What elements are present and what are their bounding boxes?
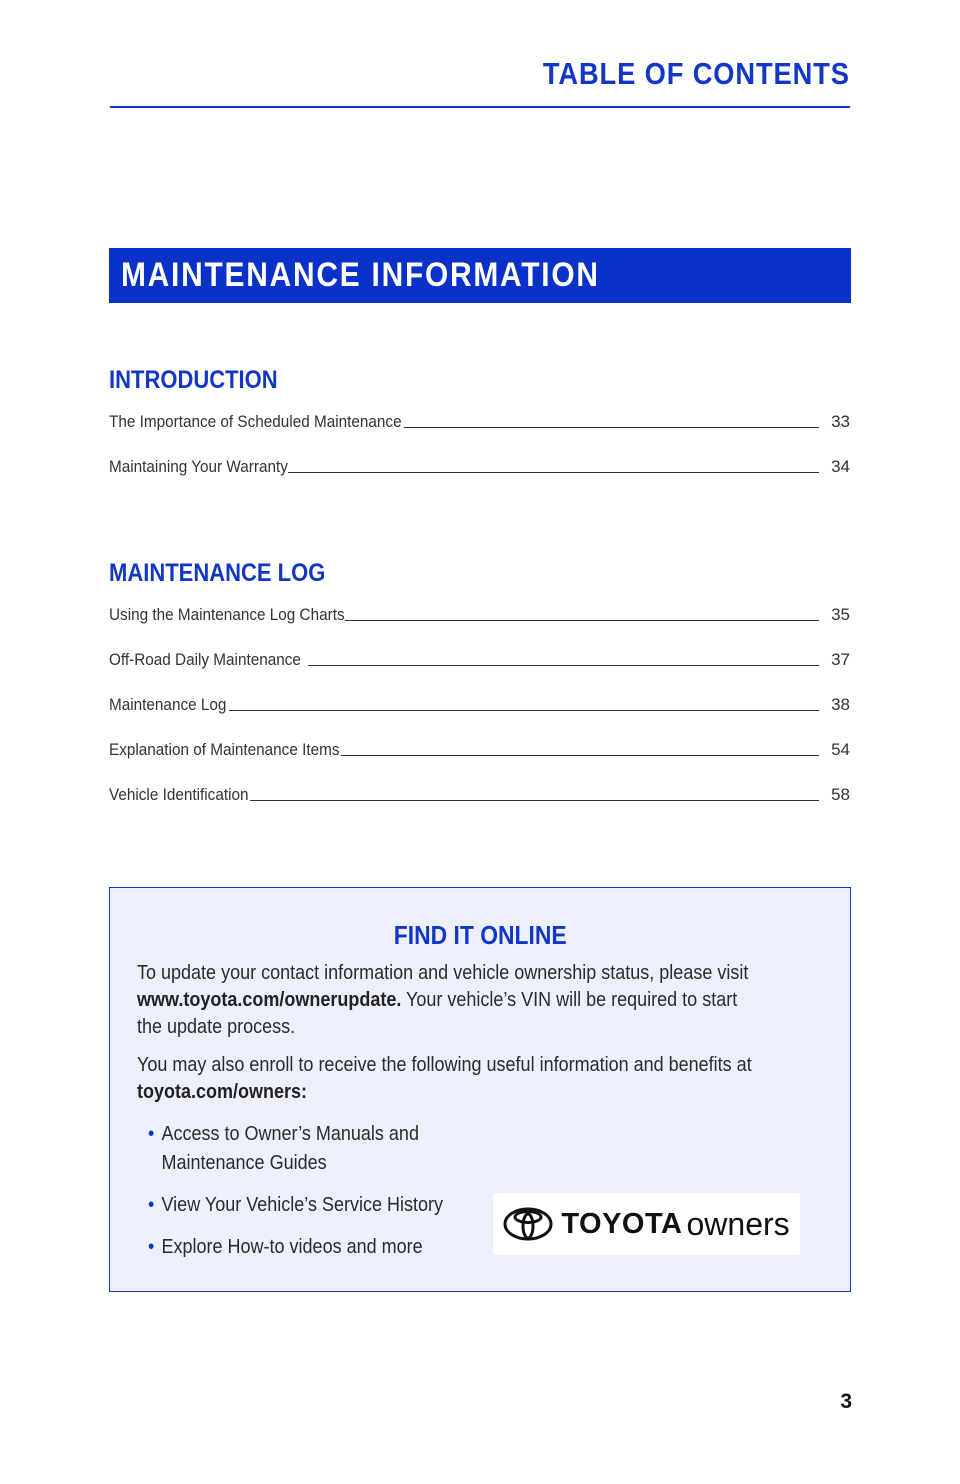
find-it-online-box [109, 887, 851, 1292]
toyota-emblem-icon [503, 1207, 553, 1241]
toc-page: 33 [831, 412, 850, 431]
owners-link[interactable]: toyota.com/owners: [137, 1081, 308, 1103]
list-item: • Access to Owner’s Manuals and Maintenance Guides [148, 1120, 486, 1178]
toc-leader [288, 471, 819, 473]
maintenance-log-heading: MAINTENANCE LOG [109, 559, 326, 587]
maintenance-log-list [109, 586, 850, 811]
toc-row[interactable] [109, 586, 850, 631]
toc-page: 37 [831, 650, 850, 669]
toc-leader [250, 799, 819, 801]
section-banner-title: MAINTENANCE INFORMATION [121, 256, 600, 294]
logo-sub: owners [686, 1205, 790, 1242]
page-number: 3 [840, 1390, 852, 1413]
list-item: • Explore How-to videos and more [148, 1233, 486, 1262]
toc-title: The Importance of Scheduled Maintenance [109, 412, 402, 431]
list-item: • View Your Vehicle’s Service History [148, 1191, 486, 1220]
section-banner [109, 248, 851, 303]
toc-title: Maintenance Log [109, 695, 227, 714]
toc-title: Maintaining Your Warranty [109, 457, 288, 476]
introduction-list [109, 393, 850, 483]
toc-page: 35 [831, 605, 850, 624]
toc-row[interactable] [109, 766, 850, 811]
toc-row[interactable] [109, 676, 850, 721]
header-rule [110, 106, 850, 108]
online-paragraph-1: To update your contact information and vehicle ownership status, please visit www.toyota.com/ownerupdate. Your vehicle’s VIN will be required to start the update process. [137, 962, 749, 1038]
online-paragraph-2: You may also enroll to receive the following useful information and benefits at toyota.com/owners: [137, 1054, 752, 1103]
toc-title: Explanation of Maintenance Items [109, 740, 340, 759]
toc-page: 54 [831, 740, 850, 759]
benefits-list [148, 1120, 508, 1275]
toc-row[interactable] [109, 721, 850, 766]
toc-page: 38 [831, 695, 850, 714]
bullet-icon: • [148, 1236, 155, 1258]
toc-title: Off-Road Daily Maintenance [109, 650, 301, 669]
toc-leader [308, 664, 819, 666]
toc-leader [404, 426, 819, 428]
toc-page: 34 [831, 457, 850, 476]
toyota-owners-logo [493, 1193, 800, 1255]
toc-page: 58 [831, 785, 850, 804]
logo-brand: TOYOTA [561, 1207, 683, 1240]
bullet-icon: • [148, 1123, 155, 1145]
introduction-heading: INTRODUCTION [109, 366, 278, 394]
toc-leader [229, 709, 819, 711]
page-header-title: TABLE OF CONTENTS [543, 56, 850, 91]
bullet-icon: • [148, 1194, 155, 1216]
ownerupdate-link[interactable]: www.toyota.com/ownerupdate. [137, 989, 402, 1011]
toc-row[interactable] [109, 631, 850, 676]
toc-leader [345, 619, 819, 621]
toc-title: Using the Maintenance Log Charts [109, 605, 345, 624]
find-it-online-title: FIND IT ONLINE [393, 920, 567, 950]
toc-leader [341, 754, 819, 756]
toc-title: Vehicle Identification [109, 785, 249, 804]
toc-row[interactable] [109, 438, 850, 483]
toc-row[interactable] [109, 393, 850, 438]
